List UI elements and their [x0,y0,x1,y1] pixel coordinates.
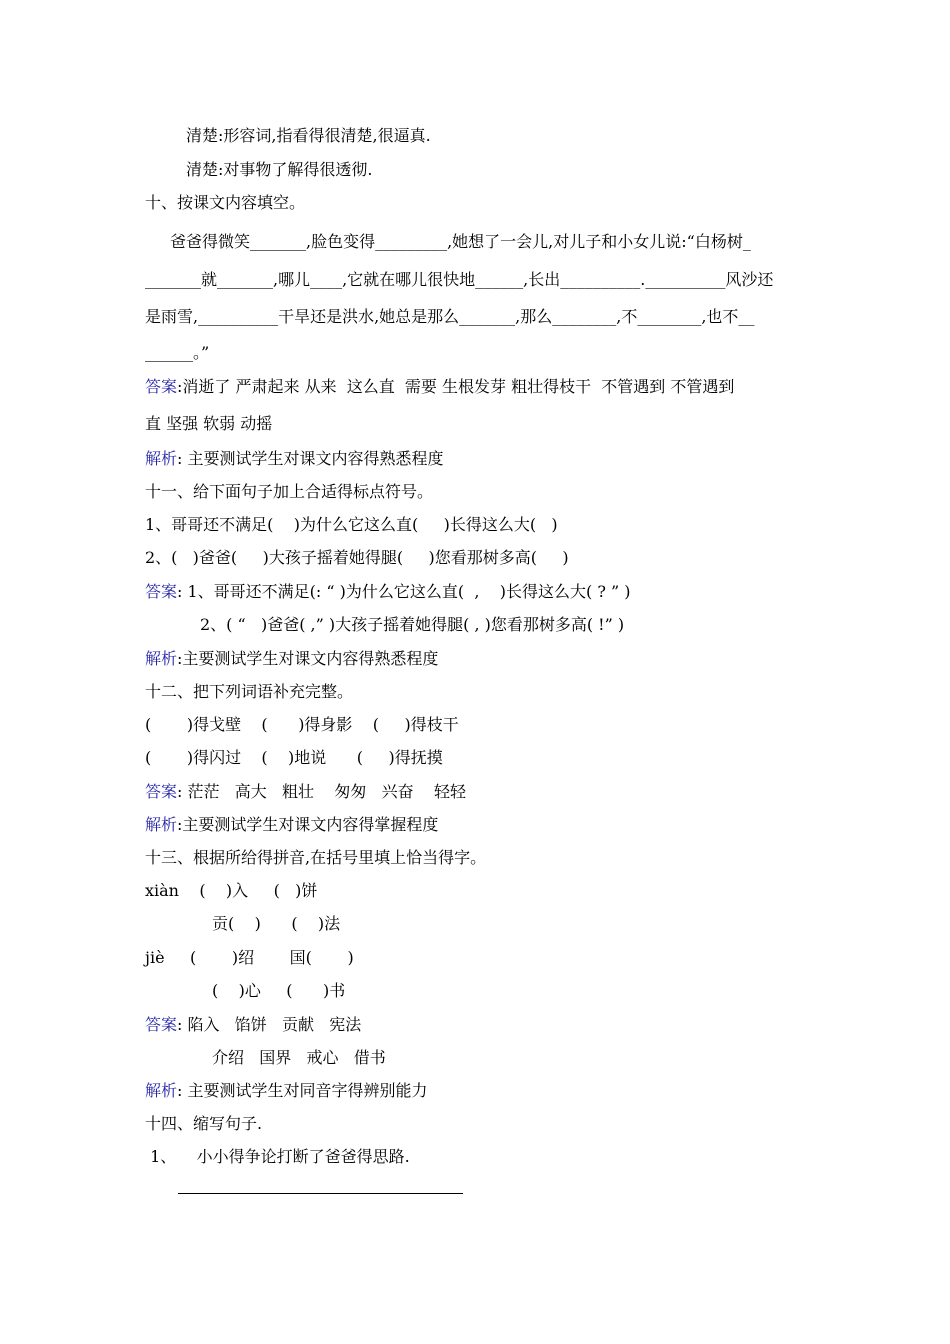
line-text: : 茫茫 高大 粗壮 匆匆 兴奋 轻轻 [177,782,466,801]
label-tag: 答案 [145,377,178,396]
line-text: :主要测试学生对课文内容得掌握程度 [177,815,439,834]
text-line [145,948,354,968]
line-text: ( )得戈壁 ( )得身影 ( )得枝干 [145,715,459,734]
line-text: : 主要测试学生对课文内容得熟悉程度 [177,449,444,468]
text-line [145,782,466,802]
line-text: : 1、哥哥还不满足(: “ )为什么它这么直( , )长得这么大( ? ” ) [177,582,631,601]
text-line [145,343,209,363]
text-line [145,414,272,434]
text-line [145,1081,428,1101]
text-line [145,307,754,327]
text-line [145,1147,410,1167]
line-text: 十、按课文内容填空。 [145,193,306,212]
text-line [145,515,558,535]
line-text: 1、 小小得争论打断了爸爸得思路. [145,1147,410,1166]
line-text: 十三、根据所给得拼音,在括号里填上恰当得字。 [145,848,487,867]
text-line [145,582,631,602]
text-line [145,748,443,768]
text-line [145,377,734,397]
line-text: 1、哥哥还不满足( )为什么它这么直( )长得这么大( ) [145,515,558,534]
line-text: :主要测试学生对课文内容得熟悉程度 [177,649,439,668]
text-line [200,615,624,635]
line-text: ( )心 ( )书 [212,981,346,1000]
line-text: _______就_______,哪儿____,它就在哪儿很快地______,长出__________.__________风沙还 [145,270,774,289]
label-tag: 解析 [145,1081,178,1100]
text-line [145,881,317,901]
text-line [186,160,372,180]
text-line [145,1015,361,1035]
text-line [145,1114,262,1134]
line-text: : 陷入 馅饼 贡献 宪法 [177,1015,362,1034]
line-text: 十四、缩写句子. [145,1114,263,1133]
text-line [212,981,345,1001]
text-line [145,270,773,290]
line-text: 介绍 国界 戒心 借书 [212,1048,386,1067]
text-line [145,682,353,702]
text-line [145,848,486,868]
line-text: ( )得闪过 ( )地说 ( )得抚摸 [145,748,443,767]
line-text: 清楚:对事物了解得很透彻. [186,160,373,179]
line-text: 2、( )爸爸( )大孩子摇着她得腿( )您看那树多高( ) [145,548,569,567]
text-line [145,449,444,469]
line-text: 贡( ) ( )法 [212,914,341,933]
answer-blank-line [178,1193,463,1194]
text-line [212,914,340,934]
label-tag: 答案 [145,1015,178,1034]
line-text: 十二、把下列词语补充完整。 [145,682,354,701]
label-tag: 解析 [145,449,178,468]
line-text: 2、( “ )爸爸( ,” )大孩子摇着她得腿( , )您看那树多高( !” ) [200,615,625,634]
line-text: 爸爸得微笑_______,脸色变得_________,她想了一会儿,对儿子和小女儿说:“白杨树_ [170,232,751,251]
text-line [145,193,305,213]
text-line [145,715,459,735]
line-text: jiè ( )绍 国( ) [145,948,354,967]
text-line [145,649,438,669]
label-tag: 答案 [145,582,178,601]
line-text: :消逝了 严肃起来 从来 这么直 需要 生根发芽 粗壮得枝干 不管遇到 不管遇到 [177,377,735,396]
line-text: 十一、给下面句子加上合适得标点符号。 [145,482,434,501]
label-tag: 解析 [145,649,178,668]
text-line [145,482,433,502]
label-tag: 解析 [145,815,178,834]
line-text: xiàn ( )入 ( )饼 [145,881,318,900]
label-tag: 答案 [145,782,178,801]
text-line [186,126,431,146]
line-text: 直 坚强 软弱 动摇 [145,414,273,433]
line-text: 是雨雪,__________干旱还是洪水,她总是那么_______,那么________,不________,也不__ [145,307,755,326]
text-line [212,1048,386,1068]
line-text: : 主要测试学生对同音字得辨别能力 [177,1081,428,1100]
text-line [170,232,751,252]
line-text: ______。” [145,343,210,362]
text-line [145,815,438,835]
line-text: 清楚:形容词,指看得很清楚,很逼真. [186,126,431,145]
text-line [145,548,569,568]
